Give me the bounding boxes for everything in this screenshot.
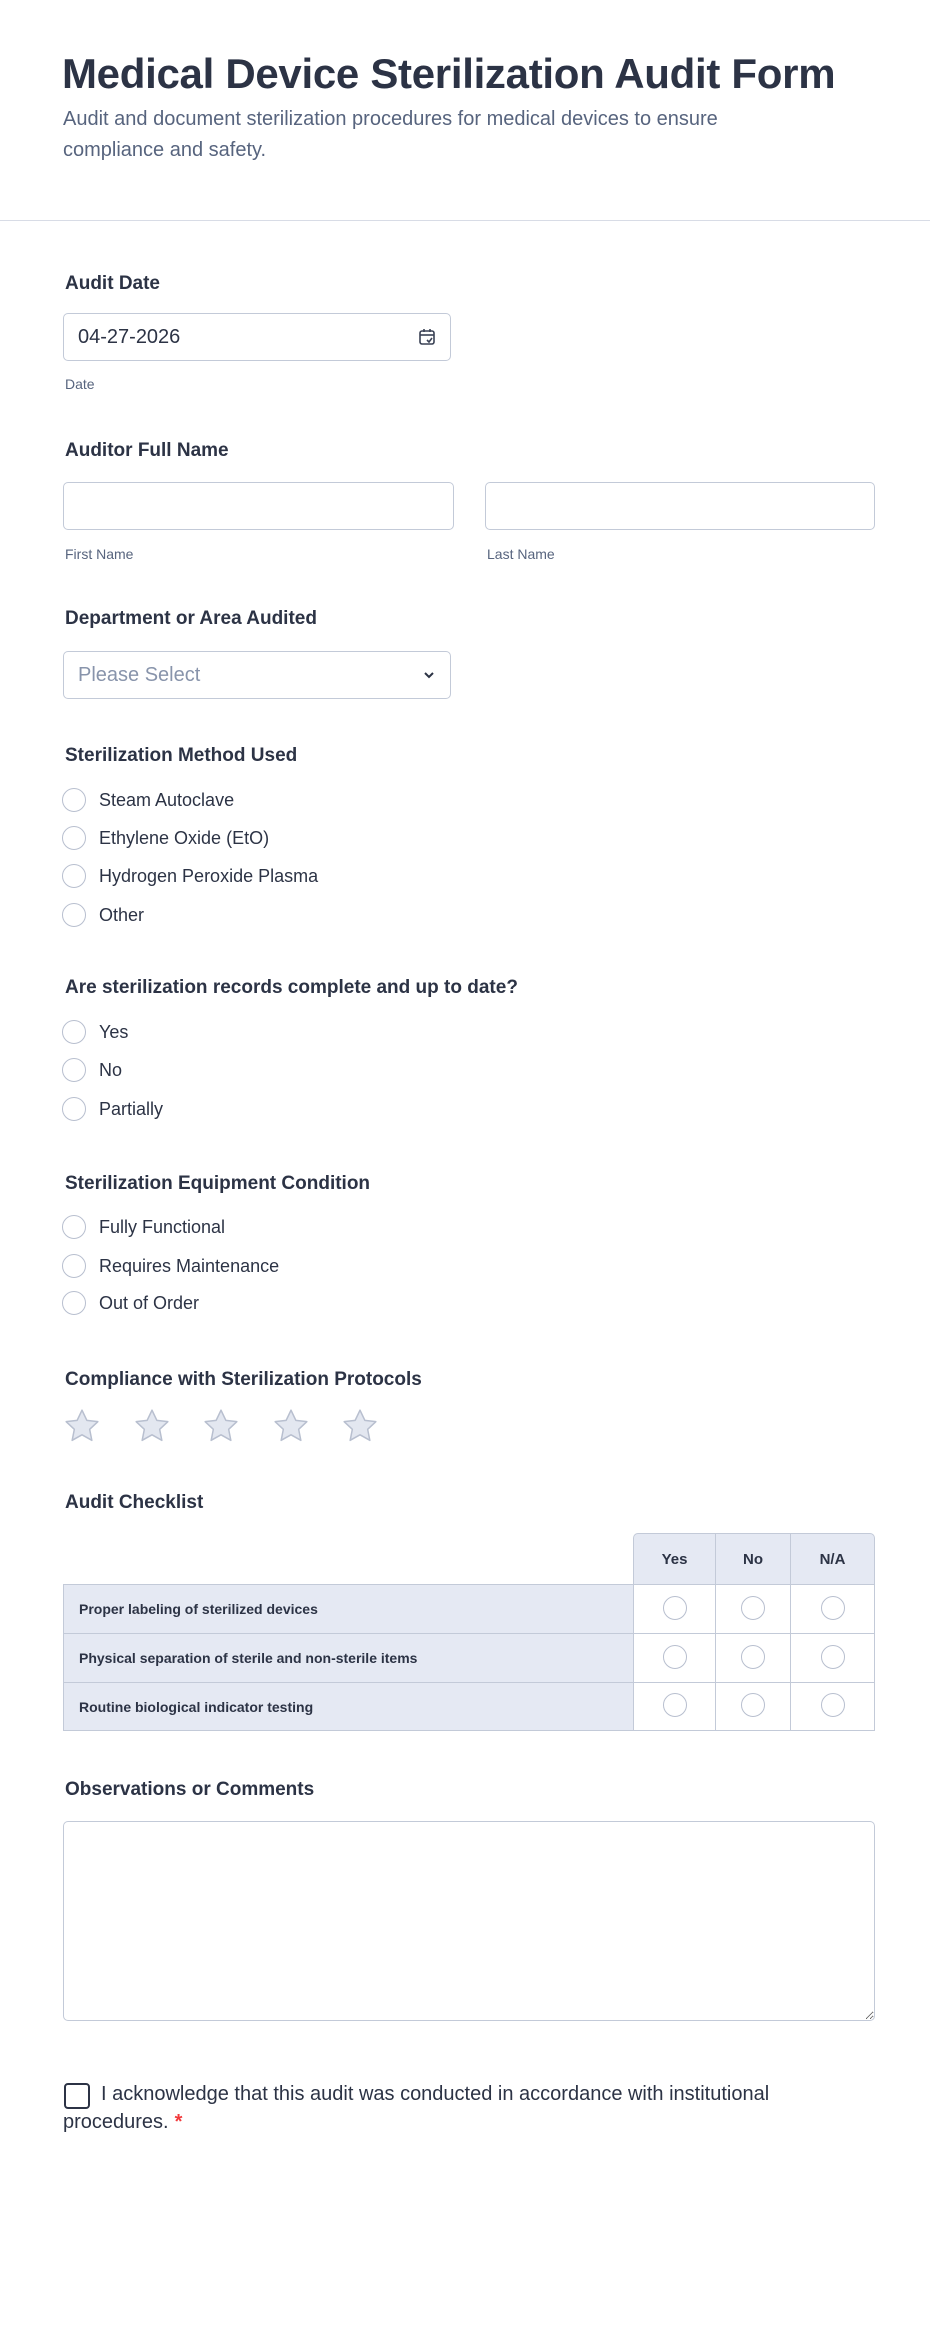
comments-textarea[interactable] <box>63 1821 875 2021</box>
star-icon[interactable] <box>62 1406 102 1446</box>
radio-circle[interactable] <box>62 1020 86 1044</box>
radio-circle[interactable] <box>62 1215 86 1239</box>
radio-circle[interactable] <box>741 1693 765 1717</box>
acknowledge-text: I acknowledge that this audit was conducted in accordance with institutional procedures. <box>63 2083 770 2133</box>
option-label: Yes <box>99 1021 129 1042</box>
radio-circle[interactable] <box>62 864 86 888</box>
equipment-label: Sterilization Equipment Condition <box>65 1173 371 1194</box>
empty-header <box>63 1533 633 1584</box>
checklist-cell[interactable] <box>790 1584 875 1633</box>
radio-circle[interactable] <box>62 788 86 812</box>
option-label: Steam Autoclave <box>99 789 235 810</box>
first-name-sublabel: First Name <box>65 546 134 562</box>
checklist-cell[interactable] <box>633 1584 715 1633</box>
checklist-cell[interactable] <box>633 1633 715 1682</box>
column-header-yes: Yes <box>633 1533 715 1584</box>
department-label: Department or Area Audited <box>65 608 317 629</box>
audit-date-label: Audit Date <box>65 273 160 294</box>
checklist-row <box>63 1633 875 1682</box>
checklist-row <box>63 1584 875 1633</box>
required-asterisk: * <box>174 2111 183 2133</box>
equipment-option-maintenance[interactable] <box>62 1251 279 1281</box>
checklist-cell[interactable] <box>715 1633 790 1682</box>
department-select[interactable] <box>63 651 451 699</box>
checklist-row <box>63 1682 875 1731</box>
method-option-other[interactable] <box>62 900 144 930</box>
checklist-row-label: Physical separation of sterile and non-sterile items <box>63 1633 633 1682</box>
radio-circle[interactable] <box>62 1254 86 1278</box>
records-option-partially[interactable] <box>62 1094 163 1124</box>
audit-date-input[interactable] <box>63 313 451 361</box>
form-title: Medical Device Sterilization Audit Form <box>62 50 836 97</box>
last-name-input[interactable] <box>485 482 875 530</box>
option-label: Requires Maintenance <box>99 1255 280 1276</box>
radio-circle[interactable] <box>663 1596 687 1620</box>
auditor-name-label: Auditor Full Name <box>65 440 229 461</box>
star-icon[interactable] <box>132 1406 172 1446</box>
chevron-down-icon <box>422 668 436 682</box>
radio-circle[interactable] <box>741 1645 765 1669</box>
records-label: Are sterilization records complete and up to date? <box>65 977 518 998</box>
star-icon[interactable] <box>201 1406 241 1446</box>
equipment-option-out-of-order[interactable] <box>62 1288 199 1318</box>
option-label: Hydrogen Peroxide Plasma <box>99 865 319 886</box>
option-label: Fully Functional <box>99 1216 226 1237</box>
checklist-cell[interactable] <box>790 1682 875 1731</box>
records-option-yes[interactable] <box>62 1017 128 1047</box>
method-option-steam[interactable] <box>62 785 234 815</box>
option-label: Ethylene Oxide (EtO) <box>99 827 270 848</box>
header-divider <box>0 220 930 221</box>
radio-circle[interactable] <box>821 1645 845 1669</box>
radio-circle[interactable] <box>663 1645 687 1669</box>
radio-circle[interactable] <box>62 1097 86 1121</box>
audit-date-value: 04-27-2026 <box>78 325 181 348</box>
option-label: Out of Order <box>99 1292 200 1313</box>
method-label: Sterilization Method Used <box>65 745 298 766</box>
checklist-cell[interactable] <box>790 1633 875 1682</box>
checklist-row-label: Routine biological indicator testing <box>63 1682 633 1731</box>
department-placeholder: Please Select <box>78 663 201 686</box>
method-option-h2o2[interactable] <box>62 861 318 891</box>
radio-circle[interactable] <box>821 1596 845 1620</box>
acknowledge-label <box>63 2080 783 2136</box>
radio-circle[interactable] <box>62 1058 86 1082</box>
radio-circle[interactable] <box>663 1693 687 1717</box>
checklist-row-label: Proper labeling of sterilized devices <box>63 1584 633 1633</box>
audit-date-sublabel: Date <box>65 376 95 392</box>
star-icon[interactable] <box>271 1406 311 1446</box>
last-name-sublabel: Last Name <box>487 546 555 562</box>
records-option-no[interactable] <box>62 1055 122 1085</box>
column-header-na: N/A <box>790 1533 875 1584</box>
checklist-label: Audit Checklist <box>65 1492 204 1513</box>
radio-circle[interactable] <box>62 1291 86 1315</box>
option-label: Other <box>99 904 145 925</box>
calendar-icon[interactable] <box>418 328 436 346</box>
radio-circle[interactable] <box>62 903 86 927</box>
radio-circle[interactable] <box>821 1693 845 1717</box>
audit-checklist-table <box>63 1533 875 1731</box>
option-label: No <box>99 1059 123 1080</box>
comments-label: Observations or Comments <box>65 1779 315 1800</box>
checklist-cell[interactable] <box>715 1682 790 1731</box>
first-name-input[interactable] <box>63 482 454 530</box>
method-option-eto[interactable] <box>62 823 269 853</box>
radio-circle[interactable] <box>741 1596 765 1620</box>
equipment-option-functional[interactable] <box>62 1212 225 1242</box>
radio-circle[interactable] <box>62 826 86 850</box>
option-label: Partially <box>99 1098 164 1119</box>
checklist-cell[interactable] <box>715 1584 790 1633</box>
column-header-no: No <box>715 1533 790 1584</box>
form-subtitle: Audit and document sterilization procedures for medical devices to ensure compliance and safety. <box>63 108 718 161</box>
star-icon[interactable] <box>340 1406 380 1446</box>
checklist-cell[interactable] <box>633 1682 715 1731</box>
compliance-label: Compliance with Sterilization Protocols <box>65 1369 422 1390</box>
